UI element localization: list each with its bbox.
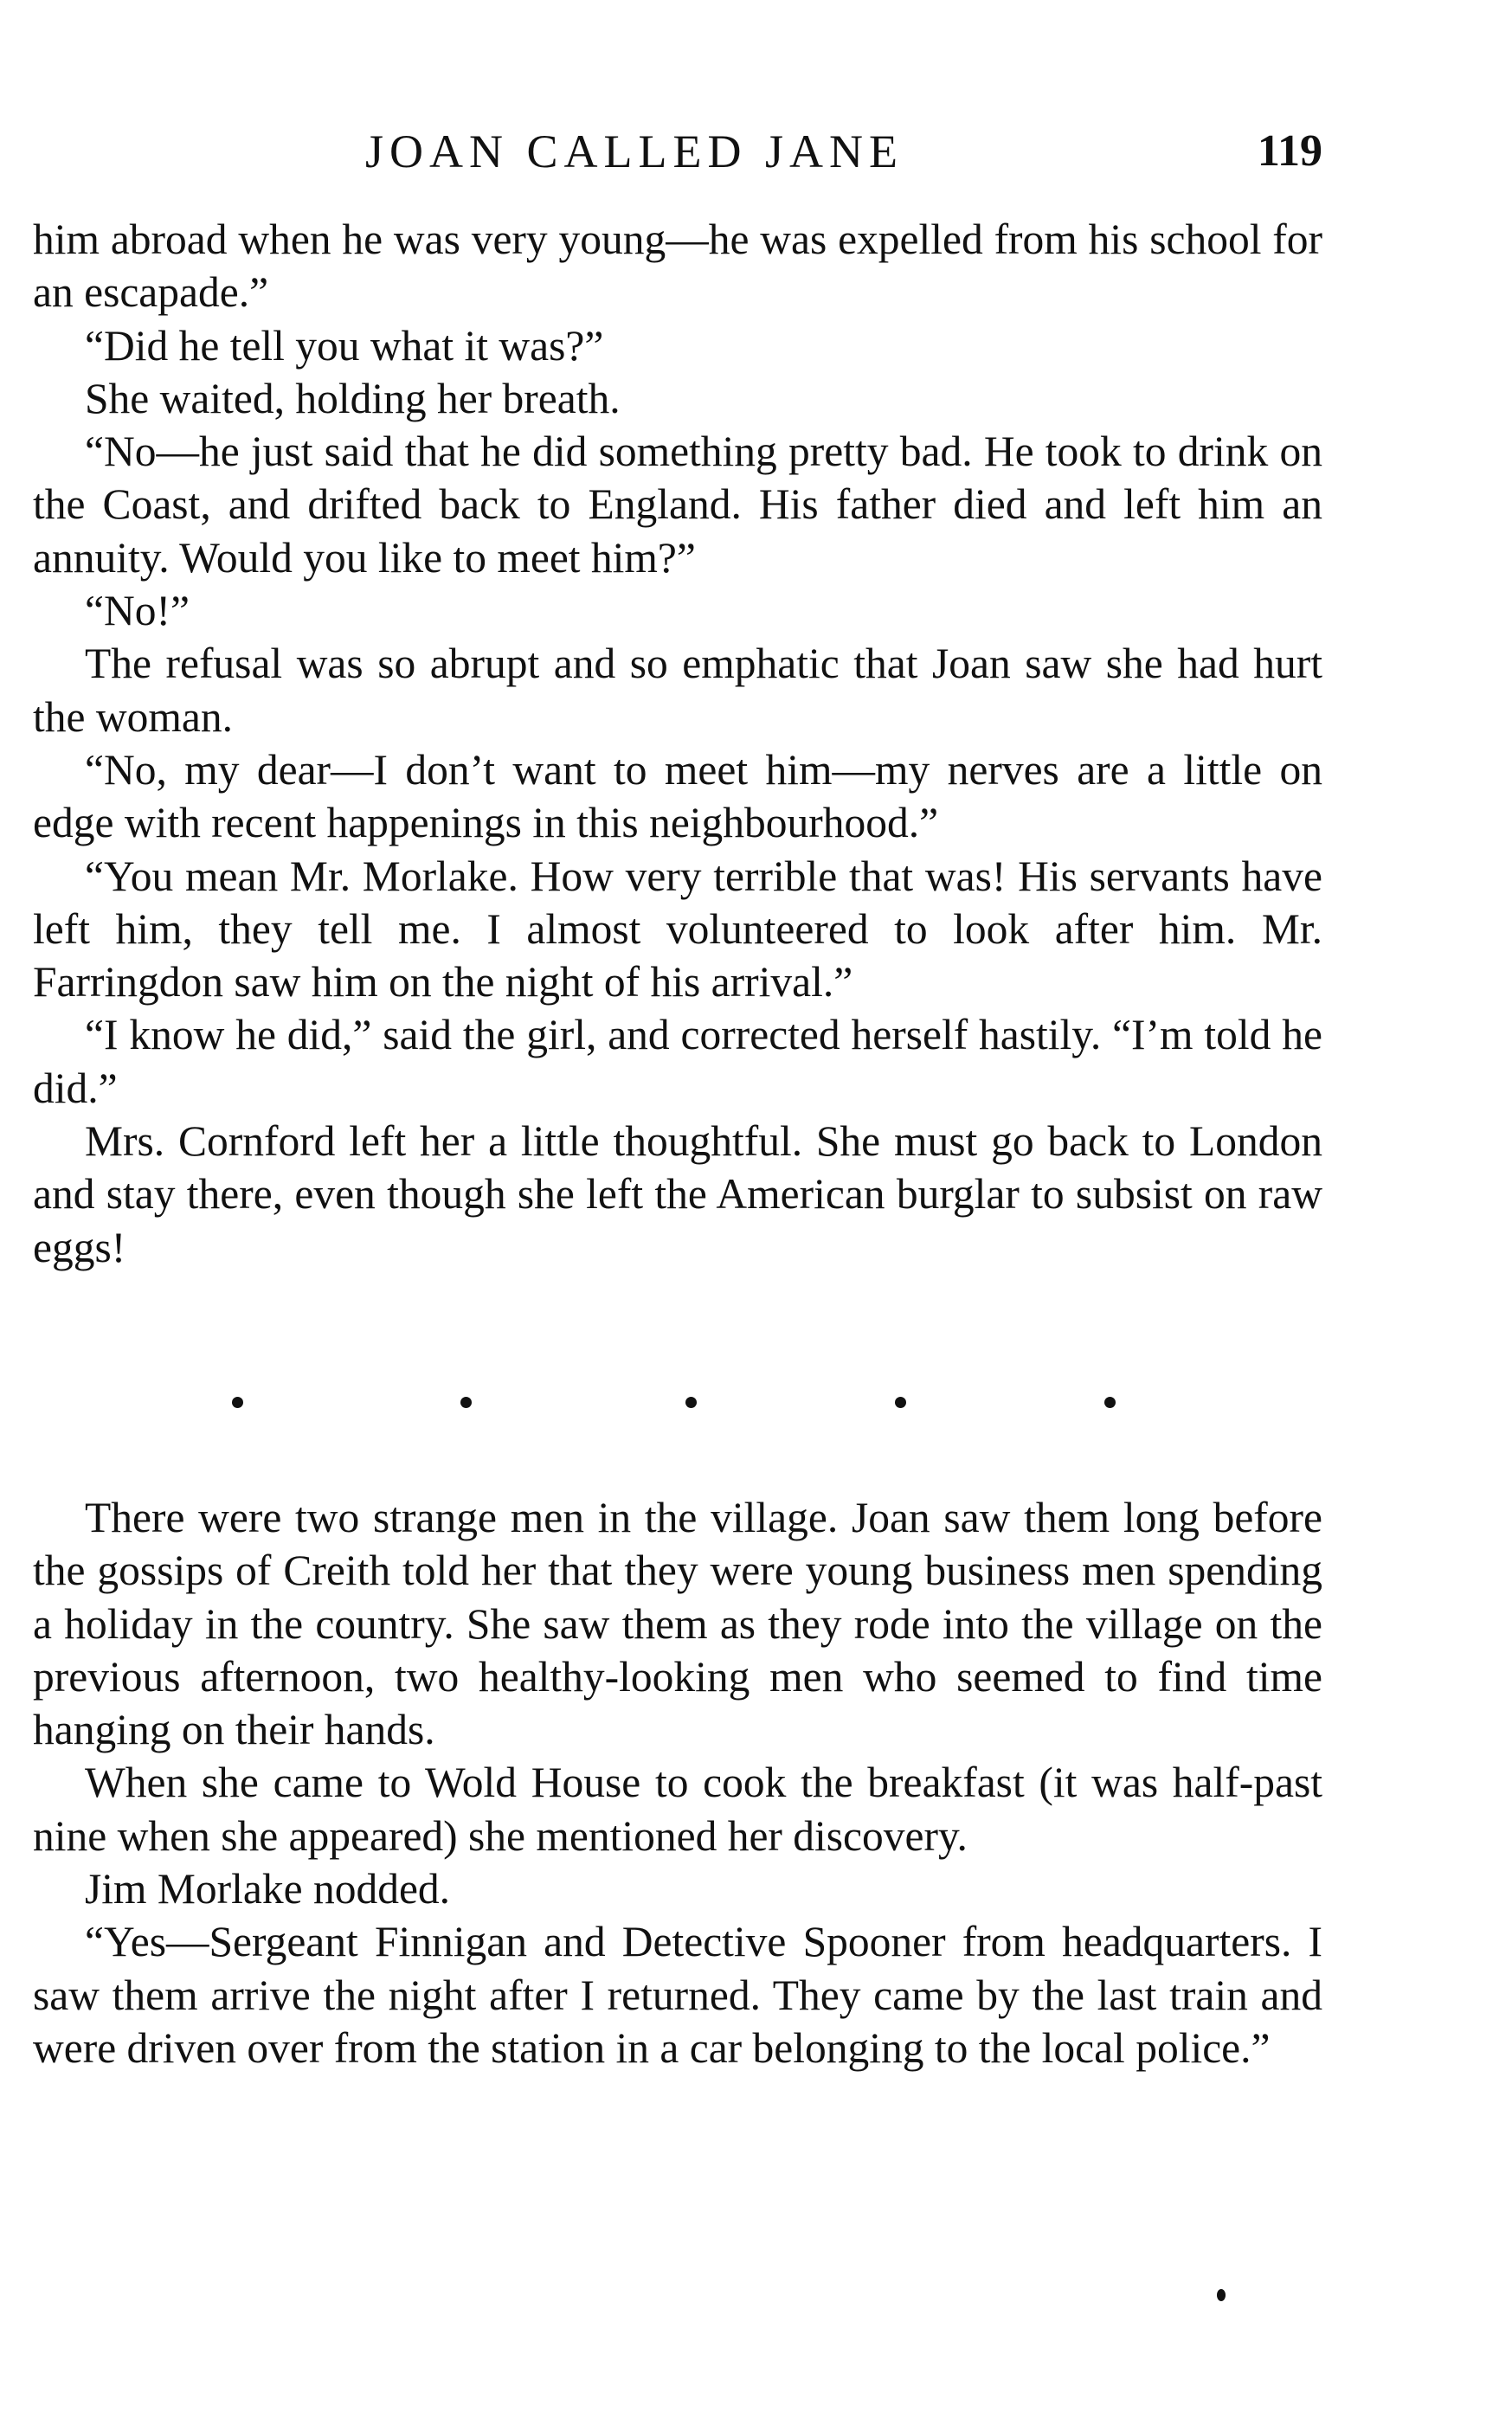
- paragraph: There were two strange men in the village. Joan saw them long before the gossips of Creith told her that they were young business men spending a holiday in the country. She saw them as they rode into the village on the previous afternoon, two healthy-looking men who seemed to find time hanging on their hands.: [33, 1494, 1322, 1754]
- stray-ink-mark: [1217, 2289, 1226, 2301]
- paragraph: him abroad when he was very young—he was expelled from his school for an escapade.”: [33, 215, 1322, 317]
- paragraph: Jim Morlake nodded.: [85, 1865, 451, 1913]
- section-break-dot: [895, 1397, 906, 1408]
- text-block-top: [33, 213, 1322, 1274]
- running-head: [33, 121, 1322, 182]
- paragraph: “You mean Mr. Morlake. How very terrible that was! His servants have left him, they tell me. I almost volunteered to look after him. Mr. Farringdon saw him on the night of his arrival.”: [33, 852, 1322, 1006]
- paragraph: When she came to Wold House to cook the breakfast (it was half-past nine when she appeared) she mentioned her discovery.: [33, 1759, 1322, 1860]
- section-break-dot: [232, 1397, 243, 1408]
- paragraph: She waited, holding her breath.: [85, 374, 621, 422]
- paragraph: “No, my dear—I don’t want to meet him—my nerves are a little on edge with recent happenings in this neighbourhood.”: [33, 745, 1322, 847]
- text-block-bottom: [33, 1491, 1322, 2074]
- paragraph: “No!”: [85, 587, 190, 635]
- paragraph: “Yes—Sergeant Finnigan and Detective Spooner from headquarters. I saw them arrive the night after I returned. They came by the last train and were driven over from the station in a car belonging to the local police.”: [33, 1918, 1322, 2072]
- section-break-dots: [33, 1378, 1322, 1430]
- running-title: JOAN CALLED JANE: [365, 125, 904, 177]
- paragraph: “No—he just said that he did something pretty bad. He took to drink on the Coast, and drifted back to England. His father died and left him an annuity. Would you like to meet him?”: [33, 428, 1322, 582]
- paragraph: The refusal was so abrupt and so emphatic that Joan saw she had hurt the woman.: [33, 640, 1322, 741]
- section-break-dot: [460, 1397, 472, 1408]
- paragraph: Mrs. Cornford left her a little thoughtful. She must go back to London and stay there, even though she left the American burglar to subsist on raw eggs!: [33, 1117, 1322, 1271]
- page-number: 119: [1257, 126, 1322, 176]
- section-break-dot: [685, 1397, 697, 1408]
- section-break-dot: [1104, 1397, 1116, 1408]
- paragraph: “Did he tell you what it was?”: [85, 321, 604, 370]
- paragraph: “I know he did,” said the girl, and corrected herself hastily. “I’m told he did.”: [33, 1011, 1322, 1112]
